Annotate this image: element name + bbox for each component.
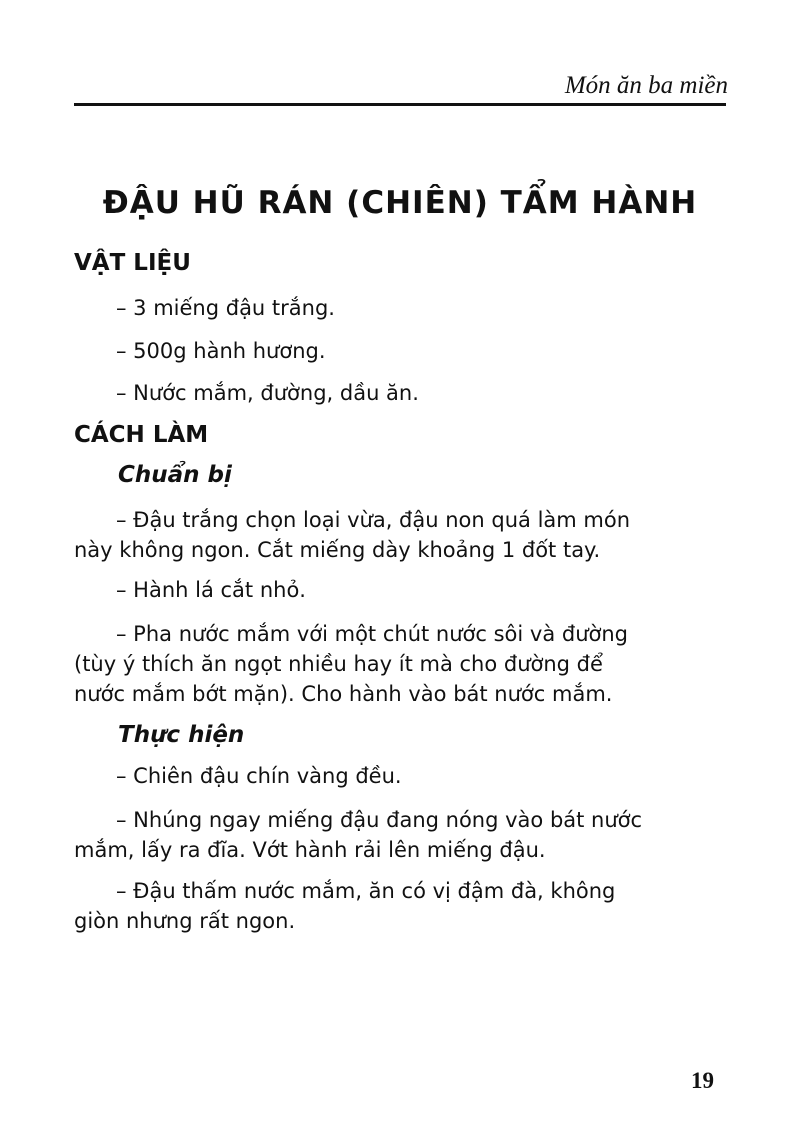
cook-step-2-line-2: mắm, lấy ra đĩa. Vớt hành rải lên miếng đậu. [74, 838, 546, 862]
ingredients-heading: VẬT LIỆU [74, 250, 191, 276]
running-header: Món ăn ba miền [564, 72, 728, 99]
header-rule [74, 103, 726, 106]
page-number: 19 [691, 1068, 714, 1093]
cook-step-1: – Chiên đậu chín vàng đều. [116, 764, 402, 788]
ingredient-item: – 3 miếng đậu trắng. [116, 296, 335, 320]
prep-step-1-line-2: này không ngon. Cắt miếng dày khoảng 1 đốt tay. [74, 538, 601, 562]
method-heading: CÁCH LÀM [74, 422, 209, 448]
ingredient-item: – 500g hành hương. [116, 339, 326, 363]
cook-heading: Thực hiện [118, 722, 245, 748]
prep-step-3-line-1: – Pha nước mắm với một chút nước sôi và đường [116, 622, 628, 646]
prep-step-1-line-1: – Đậu trắng chọn loại vừa, đậu non quá làm món [116, 508, 631, 532]
prep-step-3-line-3: nước mắm bớt mặn). Cho hành vào bát nước mắm. [74, 682, 613, 706]
cook-step-3-line-2: giòn nhưng rất ngon. [74, 909, 296, 933]
prep-step-3-line-2: (tùy ý thích ăn ngọt nhiều hay ít mà cho đường để [74, 652, 603, 676]
cook-step-2-line-1: – Nhúng ngay miếng đậu đang nóng vào bát nước [116, 808, 643, 832]
ingredient-item: – Nước mắm, đường, dầu ăn. [116, 381, 419, 405]
cook-step-3-line-1: – Đậu thấm nước mắm, ăn có vị đậm đà, không [116, 879, 616, 903]
page-title: ĐẬU HŨ RÁN (CHIÊN) TẨM HÀNH [102, 185, 698, 221]
prep-heading: Chuẩn bị [118, 462, 232, 488]
prep-step-2: – Hành lá cắt nhỏ. [116, 578, 306, 602]
